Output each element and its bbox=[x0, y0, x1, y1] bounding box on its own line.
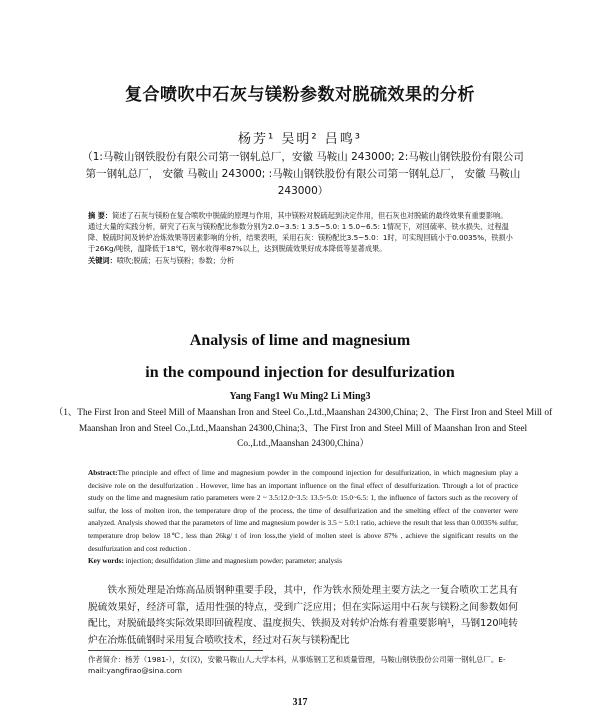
body-paragraph: 铁水预处理是冶炼高品质钢种重要手段，其中，作为铁水预处理主要方法之一复合喷吹工艺具有脱硫效果好，经济可靠，适用性强的特点，受到广泛应用；但在实际运用中石灰与镁粉之间参数如何配比，对脱硫最终实际效果即回硫程度、温度损失、铁损及对转炉冶炼有着重要影响¹，马钢120吨转炉在冶炼低硫钢时采用复合喷吹技术，经过对石灰与镁粉配比 bbox=[88, 585, 518, 646]
footnote-divider bbox=[88, 650, 263, 651]
affiliation-chinese: （1:马鞍山钢铁股份有限公司第一钢轧总厂，安徽 马鞍山 243000; 2:马鞍山钢铁股份有限公司第一钢轧总厂， 安徽 马鞍山 243000; :马鞍山钢铁股份有限公司第一钢轧总厂， 安徽 马鞍山 243000） bbox=[82, 151, 524, 197]
keywords-chinese bbox=[88, 255, 513, 266]
footnote-author-bio: 作者简介：杨芳（1981-），女(汉)，安徽马鞍山人,大学本科，从事炼钢工艺和质量管理，马鞍山钢铁股份公司第一钢轧总厂。E-mail:yangfirao@sina.com bbox=[88, 655, 506, 675]
abstract-chinese-label: 摘 要： bbox=[88, 211, 113, 220]
abstract-chinese-text: 简述了石灰与镁粉在复合喷吹中脱硫的原理与作用，其中镁粉对脱硫起到决定作用，但石灰也对脱硫的最终效果有重要影响。通过大量的实践分析，研究了石灰与镁粉配比参数分别为2.0~3.5: 1 3.5~5.0: 1 5.0~6.5: 1情况下，对回硫率、铁水损失、过程温降、脱硫时间及转炉冶炼效果等因素影响的分析，结果表明，采用石灰：镁粉配比3.5~5.0：1时，可实现回硫小于0.0035%，铁损小于26Kg/吨铁，温降低于18℃，钢水收得率87%以上，达到脱硫效果好成本降低等显著成果。 bbox=[88, 211, 513, 253]
keywords-chinese-text: 喷吹;脱硫；石灰与镁粉；参数；分析 bbox=[116, 256, 235, 265]
keywords-english bbox=[88, 555, 518, 568]
title-english-line1: Analysis of lime and magnesium bbox=[189, 332, 411, 349]
authors-english: Yang Fang1 Wu Ming2 Li Ming3 bbox=[229, 391, 371, 402]
abstract-english-label: Abstract: bbox=[88, 468, 118, 477]
title-chinese: 复合喷吹中石灰与镁粉参数对脱硫效果的分析 bbox=[125, 85, 475, 105]
abstract-chinese bbox=[88, 210, 513, 266]
keywords-chinese-label: 关键词： bbox=[88, 256, 117, 265]
keywords-english-label: Key words: bbox=[88, 556, 124, 566]
affiliation-english: （1、The First Iron and Steel Mill of Maanshan Iron and Steel Co.,Ltd.,Maanshan 24300,China; 2、The First Iron and Steel Mill of Maanshan Iron and Steel Co.,Ltd.,Maanshan 24300,China;3、The First Iron and Steel Mill of Maanshan Iron and Steel Co.,Ltd.,Maanshan 24300,China） bbox=[53, 408, 553, 449]
authors-chinese: 杨芳¹ 吴明² 吕鸣³ bbox=[238, 132, 362, 147]
abstract-english bbox=[88, 467, 518, 568]
title-english-line2: in the compound injection for desulfurization bbox=[145, 364, 455, 381]
keywords-english-text: injection; desulfidation ;lime and magnesium powder; parameter; analysis bbox=[125, 556, 342, 566]
abstract-english-text: The principle and effect of lime and magnesium powder in the compound injection for desulfurization, in which magnesium play a decisive role on the desulfurization . However, lime has an important influence on the final effect of desulfurization. Through a lot of practice study on the lime and magnesium ratio parameters were 2 ~ 3.5:12.0~3.5: 13.5~5.0: 15.0~6.5: 1, the influence of factors such as the recovery of sulfur, the loss of molten iron, the temperature drop of the process, the time of desulfurization and the smelting effect of the converter were analyzed. Analysis showed that the parameters of lime and magnesium powder is 3.5 ~ 5.0:1 ratio, achieve the result that less than 0.0035% sulfur, temperature drop below 18℃, less than 26kg/ t of iron loss,the yield of molten steel is above 87% , achieve the significant results on the desulfurization and cost reduction . bbox=[88, 468, 518, 553]
page-number: 317 bbox=[292, 697, 308, 708]
